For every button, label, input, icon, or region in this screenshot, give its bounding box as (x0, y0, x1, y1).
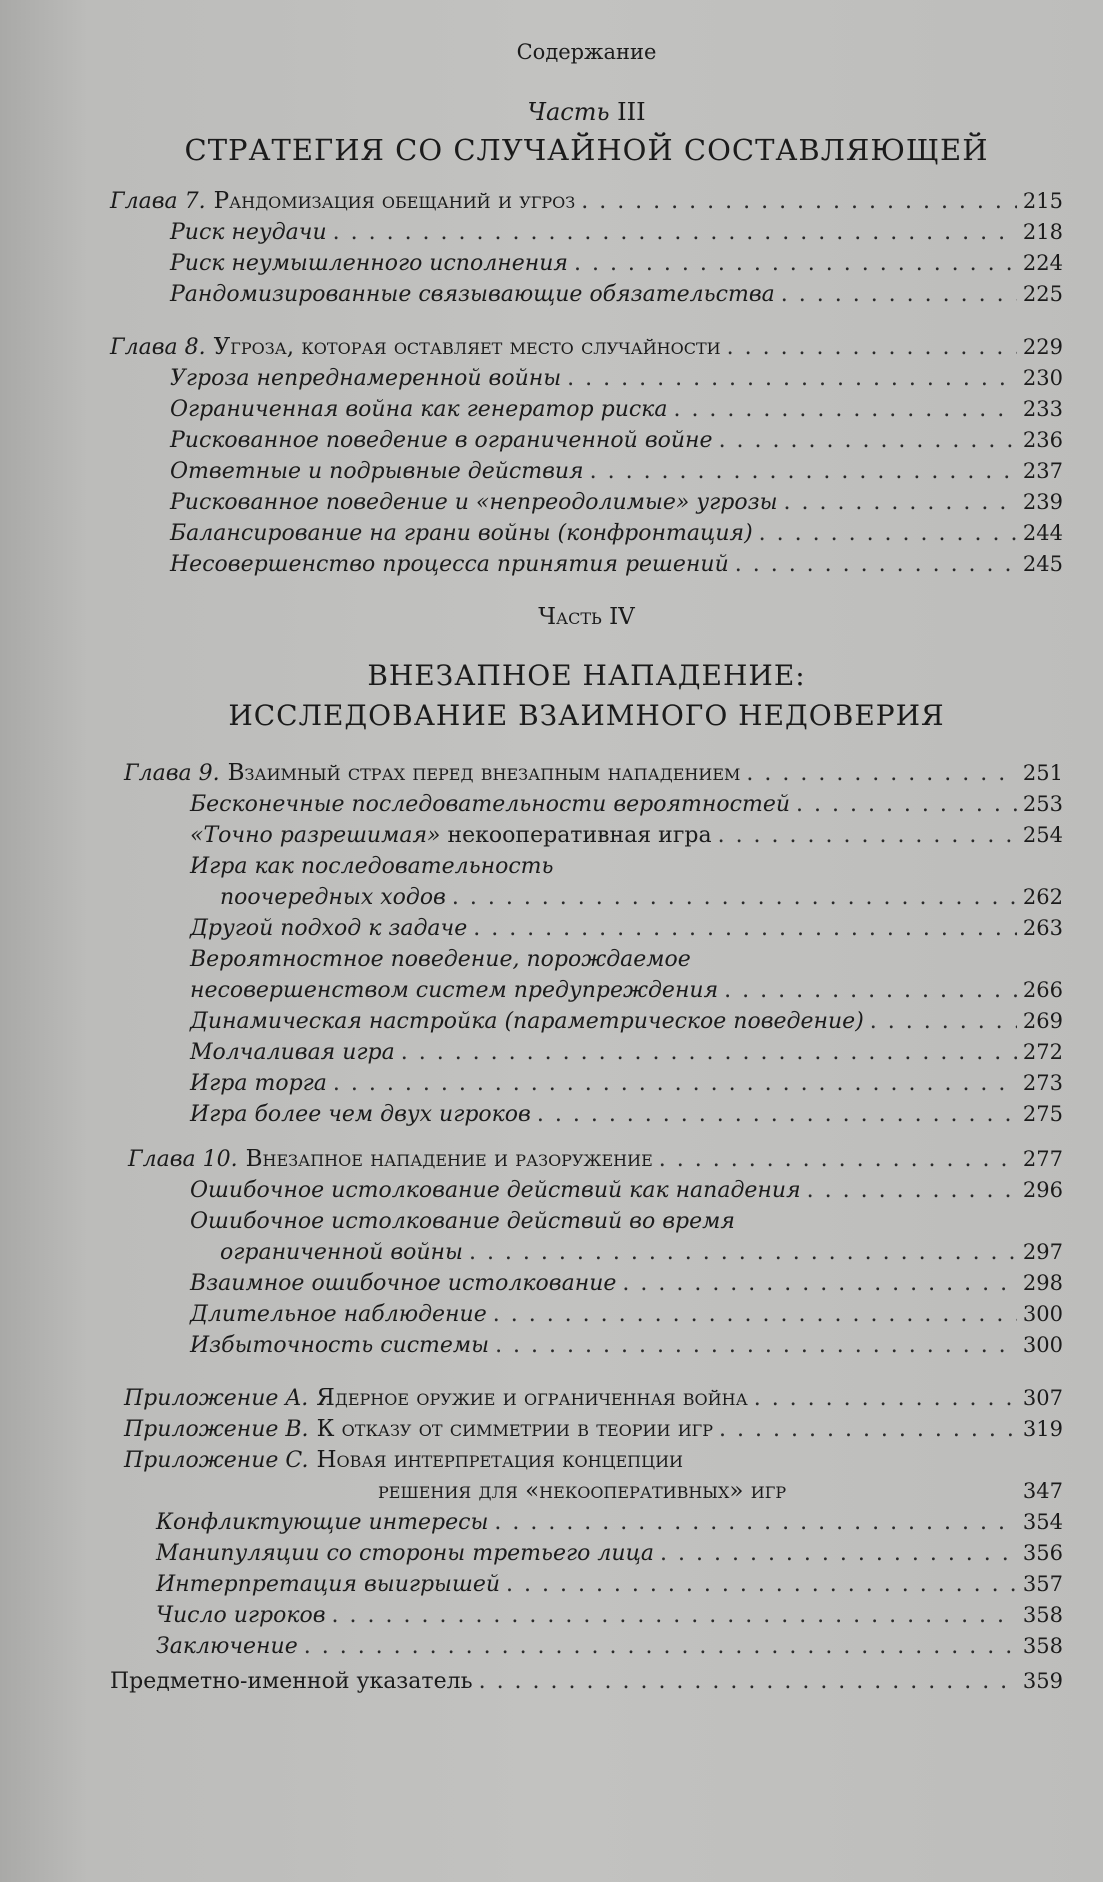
section-page: 356 (1022, 1541, 1063, 1565)
section-title: Взаимное ошибочное истолкование (190, 1271, 617, 1296)
leader-dots (781, 279, 1017, 310)
section-page: 269 (1022, 1009, 1063, 1033)
toc-section-entry[interactable] (110, 487, 1063, 518)
chapter-10-page: 277 (1022, 1147, 1063, 1171)
toc-section-entry[interactable] (110, 1631, 1063, 1662)
running-head: Содержание (516, 40, 657, 64)
leader-dots (401, 1037, 1017, 1068)
section-page: 236 (1022, 428, 1063, 452)
toc-section-entry[interactable] (110, 1600, 1063, 1631)
leader-dots (479, 1666, 1017, 1697)
part-3-label (110, 98, 1063, 126)
appendix-a-label: Приложение A. (124, 1386, 309, 1411)
section-page: 298 (1022, 1271, 1063, 1295)
section-page: 225 (1022, 282, 1063, 306)
toc-section-entry-line2[interactable] (110, 975, 1063, 1006)
chapter-7-page: 215 (1022, 189, 1063, 213)
leader-dots (494, 1507, 1017, 1538)
appendix-c-title: Новая интерпретация концепции (316, 1447, 683, 1473)
toc-section-entry[interactable] (110, 1299, 1063, 1330)
chapter-9-title: Взаимный страх перед внезапным нападением (227, 760, 741, 786)
leader-dots (796, 789, 1017, 820)
toc-section-entry[interactable] (110, 518, 1063, 549)
toc-section-entry[interactable] (110, 1330, 1063, 1361)
section-title: Игра как последовательность (190, 854, 554, 879)
section-title: Избыточность системы (190, 1333, 490, 1358)
section-title: Риск неумышленного исполнения (170, 251, 568, 276)
index-entry[interactable] (110, 1666, 1063, 1697)
section-page: 237 (1022, 459, 1063, 483)
chapter-7-entry[interactable] (110, 186, 1063, 217)
section-title: Рискованное поведение в ограниченной войне (170, 428, 713, 453)
section-title: Ошибочное истолкование действий во время (190, 1209, 735, 1234)
section-title-continued: ограниченной войны (220, 1240, 463, 1265)
section-title: Рандомизированные связывающие обязательства (170, 282, 775, 307)
leader-dots (783, 487, 1016, 518)
leader-dots (718, 820, 1017, 851)
section-title: Рискованное поведение и «непреодолимые» угрозы (170, 490, 778, 515)
section-page: 273 (1022, 1071, 1063, 1095)
section-page: 233 (1022, 397, 1063, 421)
chapter-10-title: Внезапное нападение и разоружение (245, 1146, 653, 1172)
section-page: 300 (1022, 1333, 1063, 1357)
toc-section-entry[interactable] (110, 248, 1063, 279)
part-3-label-text: Часть (527, 98, 610, 126)
leader-dots (673, 394, 1016, 425)
appendix-c-title-continued: решения для «некооперативных» игр (378, 1478, 787, 1504)
toc-section-entry-line1[interactable] (110, 1206, 1063, 1237)
toc-section-entry-line2[interactable] (110, 1237, 1063, 1268)
toc-section-entry[interactable] (110, 1037, 1063, 1068)
toc-section-entry-line1[interactable] (110, 851, 1063, 882)
leader-dots (567, 363, 1017, 394)
toc-section-entry[interactable] (110, 1569, 1063, 1600)
toc-section-entry[interactable] (110, 789, 1063, 820)
section-page: 354 (1022, 1510, 1063, 1534)
section-title-continued: несовершенством систем предупреждения (190, 978, 719, 1003)
appendix-b-entry[interactable] (110, 1414, 1063, 1445)
index-title: Предметно-именной указатель (110, 1669, 473, 1694)
leader-dots (469, 1237, 1017, 1268)
chapter-8-entry[interactable] (110, 332, 1063, 363)
section-page: 358 (1022, 1603, 1063, 1627)
appendix-a-entry[interactable] (110, 1383, 1063, 1414)
chapter-9-entry[interactable] (110, 758, 1063, 789)
leader-dots (473, 913, 1017, 944)
appendix-c-entry-line1[interactable] (110, 1445, 1063, 1476)
leader-dots (719, 425, 1017, 456)
leader-dots (759, 518, 1017, 549)
section-page: 275 (1022, 1102, 1063, 1126)
chapter-9-label: Глава 9. (124, 761, 220, 786)
section-title: Молчаливая игра (190, 1040, 395, 1065)
chapter-7-title: Рандомизация обещаний и угроз (213, 188, 576, 214)
section-title: Длительное наблюдение (190, 1302, 487, 1327)
section-page: 296 (1022, 1178, 1063, 1202)
section-title: Манипуляции со стороны третьего лица (156, 1541, 655, 1566)
appendix-c-page: 347 (1022, 1479, 1063, 1503)
appendix-b-title: К отказу от симметрии в теории игр (316, 1416, 714, 1442)
toc-section-entry[interactable] (110, 1006, 1063, 1037)
section-title: Динамическая настройка (параметрическое поведение) (190, 1009, 864, 1034)
section-title: Ошибочное истолкование действий как нападения (190, 1178, 801, 1203)
toc-section-entry[interactable] (110, 363, 1063, 394)
appendix-b-label: Приложение B. (124, 1417, 309, 1442)
part-4-label (110, 604, 1063, 630)
section-page: 253 (1022, 792, 1063, 816)
chapter-10-entry[interactable] (110, 1144, 1063, 1175)
toc-section-entry-line2[interactable] (110, 882, 1063, 913)
leader-dots (333, 1068, 1017, 1099)
leader-dots (870, 1006, 1017, 1037)
chapter-8-title: Угроза, которая оставляет место случайности (213, 334, 721, 360)
toc-section-entry[interactable] (110, 1268, 1063, 1299)
section-title: Ограниченная война как генератор риска (170, 397, 668, 422)
leader-dots (754, 1383, 1017, 1414)
chapter-9-page: 251 (1022, 761, 1063, 785)
part-4-label-text: Часть (538, 604, 602, 630)
section-title: Конфликтующие интересы (156, 1510, 489, 1535)
section-title: Другой подход к задаче (190, 916, 468, 941)
appendix-b-page: 319 (1022, 1417, 1063, 1441)
section-title-roman: некооперативная игра (447, 823, 712, 848)
leader-dots (452, 882, 1017, 913)
toc-section-entry[interactable] (110, 1068, 1063, 1099)
toc-section-entry-line1[interactable] (110, 944, 1063, 975)
section-title: Бесконечные последовательности вероятностей (190, 792, 791, 817)
section-page: 357 (1022, 1572, 1063, 1596)
leader-dots (537, 1099, 1017, 1130)
toc-section-entry[interactable] (110, 913, 1063, 944)
section-title: Игра более чем двух игроков (190, 1102, 531, 1127)
toc-section-entry[interactable] (110, 456, 1063, 487)
section-page: 297 (1022, 1240, 1063, 1264)
appendix-c-entry-line2[interactable] (110, 1476, 1063, 1507)
section-page: 262 (1022, 885, 1063, 909)
part-4-numeral: IV (609, 604, 635, 630)
section-title-italic: «Точно разрешимая» (190, 823, 441, 848)
leader-dots (574, 248, 1017, 279)
leader-dots (660, 1538, 1017, 1569)
toc-section-entry[interactable] (110, 394, 1063, 425)
section-page: 266 (1022, 978, 1063, 1002)
section-page: 224 (1022, 251, 1063, 275)
section-title: Вероятностное поведение, порождаемое (190, 947, 691, 972)
section-page: 239 (1022, 490, 1063, 514)
part-3-numeral: III (617, 98, 646, 126)
toc-section-entry[interactable] (110, 820, 1063, 851)
section-page: 272 (1022, 1040, 1063, 1064)
leader-dots (735, 549, 1017, 580)
section-title: Число игроков (156, 1603, 326, 1628)
leader-dots (622, 1268, 1017, 1299)
toc-section-entry[interactable] (110, 217, 1063, 248)
index-page: 359 (1022, 1669, 1063, 1693)
section-page: 244 (1022, 521, 1063, 545)
section-page: 230 (1022, 366, 1063, 390)
leader-dots (581, 186, 1017, 217)
leader-dots (304, 1631, 1017, 1662)
toc-section-entry[interactable] (110, 425, 1063, 456)
section-title: Угроза непреднамеренной войны (170, 366, 562, 391)
leader-dots (333, 217, 1017, 248)
leader-dots (506, 1569, 1017, 1600)
leader-dots (727, 332, 1017, 363)
appendix-a-page: 307 (1022, 1386, 1063, 1410)
section-title: Риск неудачи (170, 220, 327, 245)
section-page: 245 (1022, 552, 1063, 576)
appendix-a-title: Ядерное оружие и ограниченная война (316, 1385, 748, 1411)
toc-section-entry[interactable] (110, 1538, 1063, 1569)
chapter-7-label: Глава 7. (110, 189, 206, 214)
section-page: 358 (1022, 1634, 1063, 1658)
section-title-continued: поочередных ходов (220, 885, 446, 910)
section-title: Интерпретация выигрышей (156, 1572, 501, 1597)
appendix-c-label: Приложение C. (124, 1448, 309, 1473)
section-title: Ответные и подрывные действия (170, 459, 584, 484)
section-title (190, 820, 712, 851)
leader-dots (719, 1414, 1017, 1445)
toc-section-entry[interactable] (110, 1175, 1063, 1206)
leader-dots (495, 1330, 1017, 1361)
leader-dots (807, 1175, 1017, 1206)
toc-section-entry[interactable] (110, 1099, 1063, 1130)
chapter-8-label: Глава 8. (110, 335, 206, 360)
toc-section-entry[interactable] (110, 1507, 1063, 1538)
leader-dots (590, 456, 1017, 487)
section-page: 263 (1022, 916, 1063, 940)
section-title: Игра торга (190, 1071, 327, 1096)
toc-section-entry[interactable] (110, 279, 1063, 310)
toc-section-entry[interactable] (110, 549, 1063, 580)
part-4-title-line-1: ВНЕЗАПНОЕ НАПАДЕНИЕ: (367, 659, 806, 692)
section-title: Несовершенство процесса принятия решений (170, 552, 729, 577)
section-page: 254 (1022, 823, 1063, 847)
part-3-title: СТРАТЕГИЯ СО СЛУЧАЙНОЙ СОСТАВЛЯЮЩЕЙ (184, 133, 989, 167)
section-page: 218 (1022, 220, 1063, 244)
section-title: Заключение (156, 1634, 298, 1659)
part-4-title (110, 656, 1063, 736)
leader-dots (659, 1144, 1017, 1175)
leader-dots (332, 1600, 1017, 1631)
leader-dots (746, 758, 1017, 789)
chapter-10-label: Глава 10. (128, 1147, 238, 1172)
section-page: 300 (1022, 1302, 1063, 1326)
part-4-title-line-2: ИССЛЕДОВАНИЕ ВЗАИМНОГО НЕДОВЕРИЯ (228, 699, 945, 732)
leader-dots (724, 975, 1017, 1006)
chapter-8-page: 229 (1022, 335, 1063, 359)
section-title: Балансирование на грани войны (конфронтация) (170, 521, 753, 546)
leader-dots (493, 1299, 1017, 1330)
